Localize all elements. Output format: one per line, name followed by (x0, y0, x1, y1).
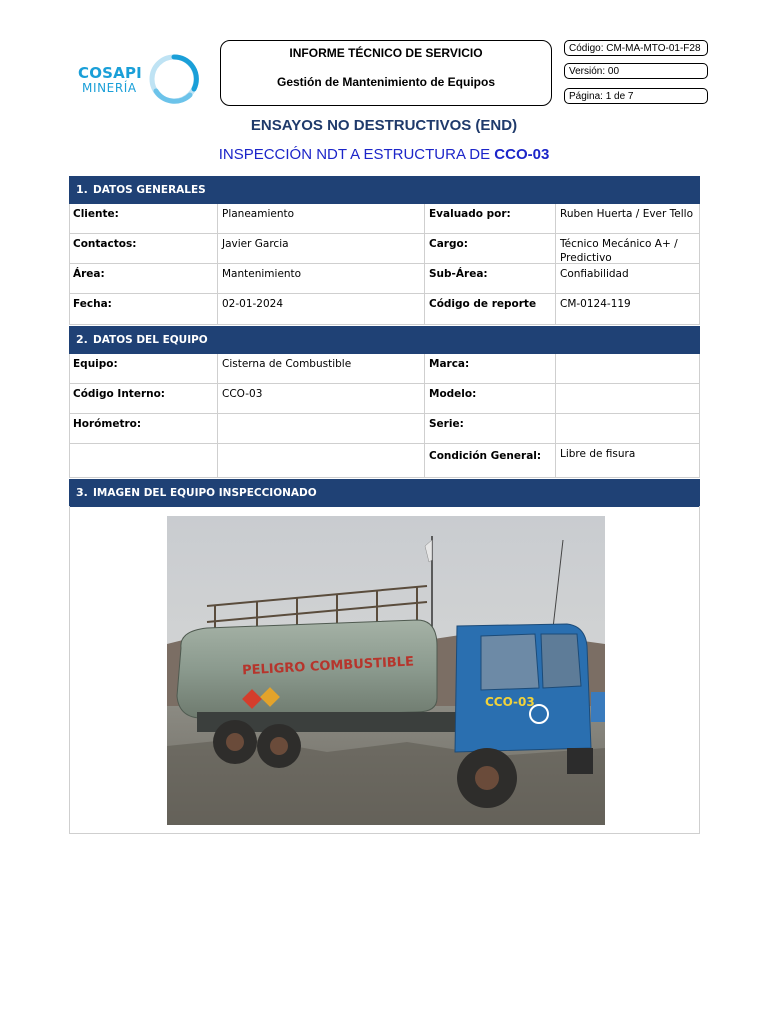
label-condicion-general: Condición General: (424, 444, 555, 477)
table-row (69, 234, 700, 264)
table-row (69, 354, 700, 384)
value-fecha: 02-01-2024 (217, 294, 424, 324)
table-row (69, 414, 700, 444)
section-header-image (69, 479, 700, 507)
value-evaluado-por: Ruben Huerta / Ever Tello (555, 204, 700, 233)
table-row (69, 444, 700, 478)
document-subtitle (0, 146, 768, 163)
value-cliente: Planeamiento (217, 204, 424, 233)
value-condicion-general: Libre de fisura (555, 444, 700, 477)
label-contactos: Contactos: (73, 238, 137, 250)
section-title: IMAGEN DEL EQUIPO INSPECCIONADO (93, 487, 317, 499)
logo-ring-icon (146, 51, 202, 107)
value-codigo-reporte: CM-0124-119 (555, 294, 700, 324)
label-equipo: Equipo: (73, 358, 118, 370)
report-subtitle: Gestión de Mantenimiento de Equipos (276, 75, 495, 89)
label-sub-area: Sub-Área: (424, 264, 555, 293)
section-number: 1. (76, 183, 88, 196)
label-horometro: Horómetro: (73, 418, 142, 430)
value-empty (217, 444, 424, 477)
document-code: Código: CM-MA-MTO-01-F28 (564, 40, 708, 56)
label-cargo: Cargo: (424, 234, 555, 263)
value-horometro (217, 414, 424, 443)
table-row (69, 384, 700, 414)
logo-text-cosapi: COSAPI (78, 64, 142, 82)
section-header-general (69, 176, 700, 204)
label-codigo-interno: Código Interno: (73, 388, 166, 400)
value-contactos: Javier Garcia (217, 234, 424, 263)
value-equipo: Cisterna de Combustible (217, 354, 424, 383)
section-title: DATOS DEL EQUIPO (93, 334, 208, 346)
subtitle-equipment-code: CCO-03 (494, 146, 550, 163)
section-header-equipment (69, 326, 700, 354)
label-cliente: Cliente: (73, 208, 119, 220)
label-marca: Marca: (424, 354, 555, 383)
equipment-photo (167, 516, 605, 825)
value-serie (555, 414, 700, 443)
document-version: Versión: 00 (564, 63, 708, 79)
value-codigo-interno: CCO-03 (217, 384, 424, 413)
report-title-box (220, 40, 552, 106)
table-row (69, 204, 700, 234)
company-logo (70, 48, 206, 106)
value-sub-area: Confiabilidad (555, 264, 700, 293)
label-serie: Serie: (424, 414, 555, 443)
value-cargo: Técnico Mecánico A+ / Predictivo (555, 234, 700, 263)
label-evaluado-por: Evaluado por: (424, 204, 555, 233)
label-area: Área: (73, 268, 105, 280)
label-modelo: Modelo: (424, 384, 555, 413)
subtitle-prefix: INSPECCIÓN NDT A ESTRUCTURA DE (218, 146, 495, 163)
report-title: INFORME TÉCNICO DE SERVICIO (289, 46, 483, 60)
value-marca (555, 354, 700, 383)
label-empty (69, 444, 217, 477)
section-number: 2. (76, 333, 88, 346)
logo-text-mineria: MINERÍA (82, 81, 137, 95)
label-fecha: Fecha: (73, 298, 112, 310)
svg-text:PELIGRO COMBUSTIBLE: PELIGRO COMBUSTIBLE (241, 654, 415, 679)
section-number: 3. (76, 486, 88, 499)
document-main-title: ENSAYOS NO DESTRUCTIVOS (END) (250, 117, 518, 134)
value-modelo (555, 384, 700, 413)
table-row (69, 264, 700, 294)
svg-text:CCO-03: CCO-03 (485, 695, 535, 709)
table-row (69, 294, 700, 325)
value-area: Mantenimiento (217, 264, 424, 293)
section-title: DATOS GENERALES (93, 184, 206, 196)
page-number: Página: 1 de 7 (564, 88, 708, 104)
label-codigo-reporte: Código de reporte (424, 294, 555, 324)
